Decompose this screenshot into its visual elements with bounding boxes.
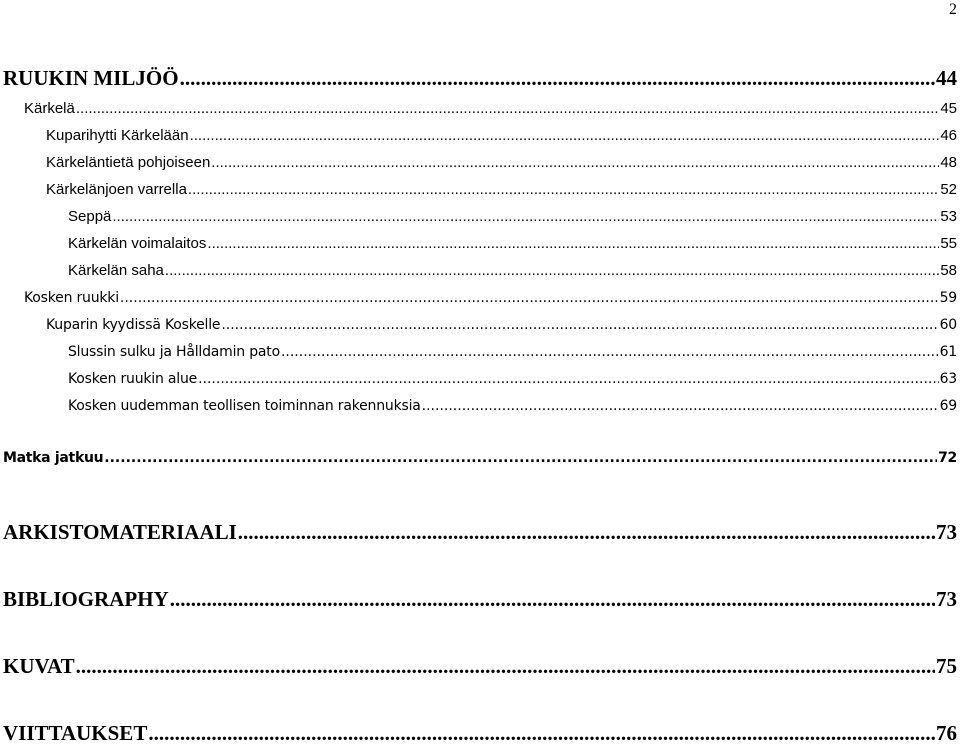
toc-entry-title: Kosken ruukin alue (68, 371, 198, 387)
toc-entry-page: 75 (936, 654, 957, 678)
toc-dot-leader (148, 721, 935, 746)
toc-dot-leader (104, 450, 937, 466)
toc-entry[interactable] (3, 654, 957, 679)
toc-entry-title: Kärkeläntietä pohjoiseen (46, 154, 211, 171)
toc-entry-page: 58 (940, 262, 957, 279)
toc-entry-title: VIITTAUKSET (3, 721, 148, 745)
toc-entry-title: Kosken uudemman teollisen toiminnan rakennuksia (68, 398, 421, 414)
toc-dot-leader (190, 127, 940, 144)
toc-dot-leader (221, 317, 938, 333)
toc-dot-leader (422, 398, 939, 414)
toc-entry-title: ARKISTOMATERIAALI (3, 520, 237, 544)
toc-entry-page: 69 (939, 398, 957, 414)
toc-entry-page: 61 (939, 344, 957, 360)
toc-entry-page: 55 (940, 235, 957, 252)
toc-entry-title: RUUKIN MILJÖÖ (3, 66, 179, 90)
toc-entry[interactable] (68, 371, 957, 387)
toc-entry[interactable] (46, 154, 957, 171)
toc-entry[interactable] (3, 450, 957, 466)
page-number: 2 (949, 1, 957, 18)
toc-entry[interactable] (68, 235, 957, 252)
toc-entry-page: 76 (936, 721, 957, 745)
toc-entry[interactable] (46, 317, 957, 333)
toc-entry[interactable] (68, 344, 957, 360)
toc-entry-title: Kärkelän saha (68, 262, 164, 279)
toc-dot-leader (281, 344, 939, 360)
toc-entry-page: 59 (939, 290, 957, 306)
toc-entry-page: 53 (940, 208, 957, 225)
toc-dot-leader (238, 520, 935, 545)
toc-dot-leader (180, 66, 935, 91)
toc-entry-title: BIBLIOGRAPHY (3, 587, 169, 611)
toc-entry-title: Slussin sulku ja Hålldamin pato (68, 344, 280, 360)
toc-entry[interactable] (68, 398, 957, 414)
toc-entry-page: 60 (939, 317, 957, 333)
toc-entry[interactable] (24, 290, 957, 306)
toc-entry-title: Matka jatkuu (3, 450, 104, 466)
toc-entry-page: 44 (936, 66, 957, 90)
toc-dot-leader (165, 262, 939, 279)
toc-entry-page: 73 (936, 587, 957, 611)
toc-dot-leader (170, 587, 935, 612)
toc-entry-page: 72 (938, 450, 957, 466)
toc-entry-title: Seppä (68, 208, 112, 225)
toc-dot-leader (76, 100, 939, 117)
toc-entry[interactable] (3, 520, 957, 545)
toc-entry[interactable] (3, 66, 957, 91)
toc-entry-title: Kuparin kyydissä Koskelle (46, 317, 221, 333)
toc-dot-leader (188, 181, 939, 198)
toc-dot-leader (112, 208, 939, 225)
toc-entry-title: Kosken ruukki (24, 290, 119, 306)
toc-entry-page: 73 (936, 520, 957, 544)
toc-entry-title: Kuparihytti Kärkelään (46, 127, 189, 144)
toc-entry[interactable] (46, 127, 957, 144)
toc-entry-page: 45 (940, 100, 957, 117)
toc-dot-leader (211, 154, 939, 171)
toc-entry-title: Kärkelä (24, 100, 75, 117)
toc-entry-page: 63 (939, 371, 957, 387)
toc-dot-leader (207, 235, 939, 252)
toc-dot-leader (120, 290, 939, 306)
toc-entry[interactable] (3, 721, 957, 746)
toc-entry-title: KUVAT (3, 654, 75, 678)
toc-entry[interactable] (24, 100, 957, 117)
toc-entry-title: Kärkelän voimalaitos (68, 235, 207, 252)
toc-entry[interactable] (68, 208, 957, 225)
toc-dot-leader (76, 654, 935, 679)
toc-entry[interactable] (68, 262, 957, 279)
toc-entry[interactable] (3, 587, 957, 612)
toc-entry-title: Kärkelänjoen varrella (46, 181, 187, 198)
toc-entry-page: 46 (940, 127, 957, 144)
toc-dot-leader (198, 371, 939, 387)
toc-entry[interactable] (46, 181, 957, 198)
toc-entry-page: 52 (940, 181, 957, 198)
toc-entry-page: 48 (940, 154, 957, 171)
